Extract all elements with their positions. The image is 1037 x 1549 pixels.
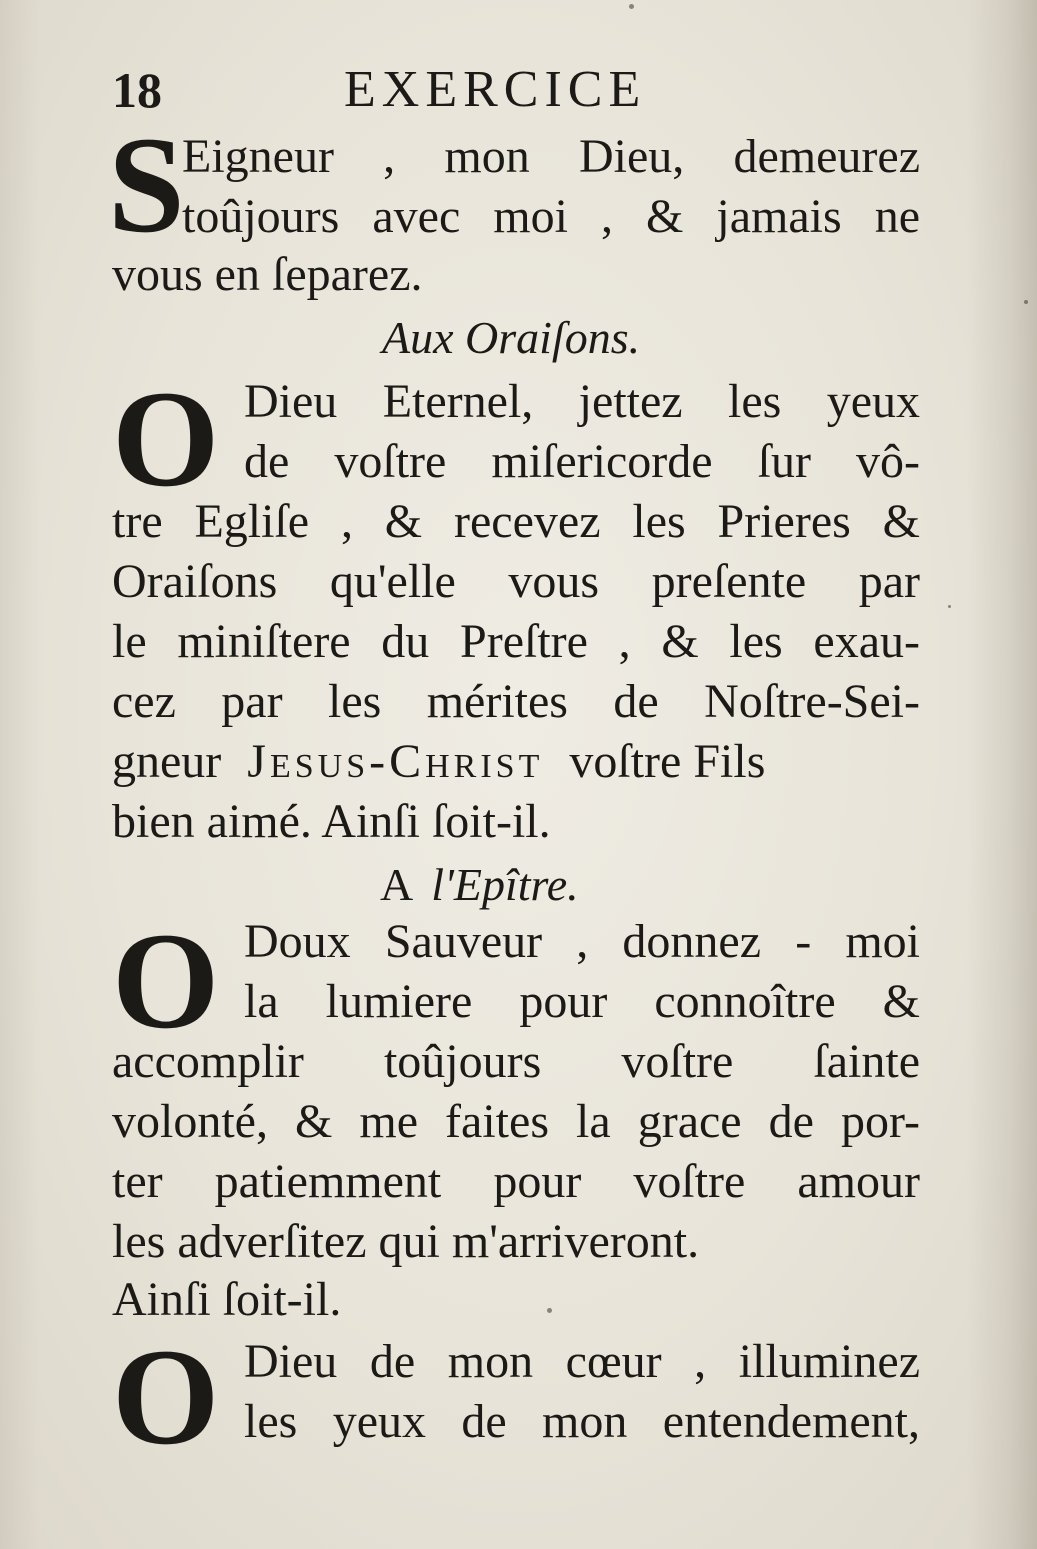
drop-cap: O [112,362,220,515]
text-line: ter patiemment pour voſtre amour [112,1155,920,1208]
page-number: 18 [112,62,162,118]
text-fragment: voſtre Fils [569,735,766,788]
text-line: Ainſi ſoit-il. [112,1273,342,1326]
text-line: Dieu de mon cœur , illuminez [244,1335,920,1388]
text-line: Dieu Eternel, jettez les yeux [244,375,920,428]
section-heading: Aux Oraiſons. [382,312,641,363]
section-heading [380,855,579,915]
text-line: vous en ſeparez. [112,248,423,301]
text-line: les adverſitez qui m'arriveront. [112,1215,700,1268]
page-shadow-left [0,0,40,1549]
page-header [112,52,912,122]
text-line: cez par les mérites de Noſtre-Sei- [112,675,920,728]
text-fragment: gneur [112,735,222,788]
text-line: toûjours avec moi , & jamais ne [182,190,920,243]
text-line: les yeux de mon entendement, [244,1395,920,1448]
text-line: accomplir toûjours voſtre ſainte [112,1035,920,1088]
text-line: le miniſtere du Preſtre , & les exau- [112,615,920,668]
text-line [112,732,920,792]
text-line: Eigneur , mon Dieu, demeurez [182,130,920,183]
text-line: Oraiſons qu'elle vous preſente par [112,555,920,608]
heading-text: l'Epître. [431,859,579,910]
text-line: de voſtre miſericorde ſur vô- [244,435,920,488]
name-smallcaps: Jesus-Christ [247,735,544,788]
text-line: la lumiere pour connoître & [244,975,920,1028]
paper-speck [948,605,951,608]
text-line: tre Egliſe , & recevez les Prieres & [112,495,920,548]
paper-speck [547,1308,552,1313]
text-line: volonté, & me faites la grace de por- [112,1095,920,1148]
paper-speck [629,4,634,9]
heading-prefix: A [380,859,414,910]
running-head: EXERCICE [344,61,647,118]
paper-speck [1024,300,1028,304]
drop-cap: O [112,904,220,1057]
text-line: bien aimé. Ainſi ſoit-il. [112,795,551,848]
text-line: Doux Sauveur , donnez - moi [244,915,920,968]
page-shadow-right [967,0,1037,1549]
drop-cap: S [108,108,185,261]
drop-cap: O [112,1320,220,1473]
